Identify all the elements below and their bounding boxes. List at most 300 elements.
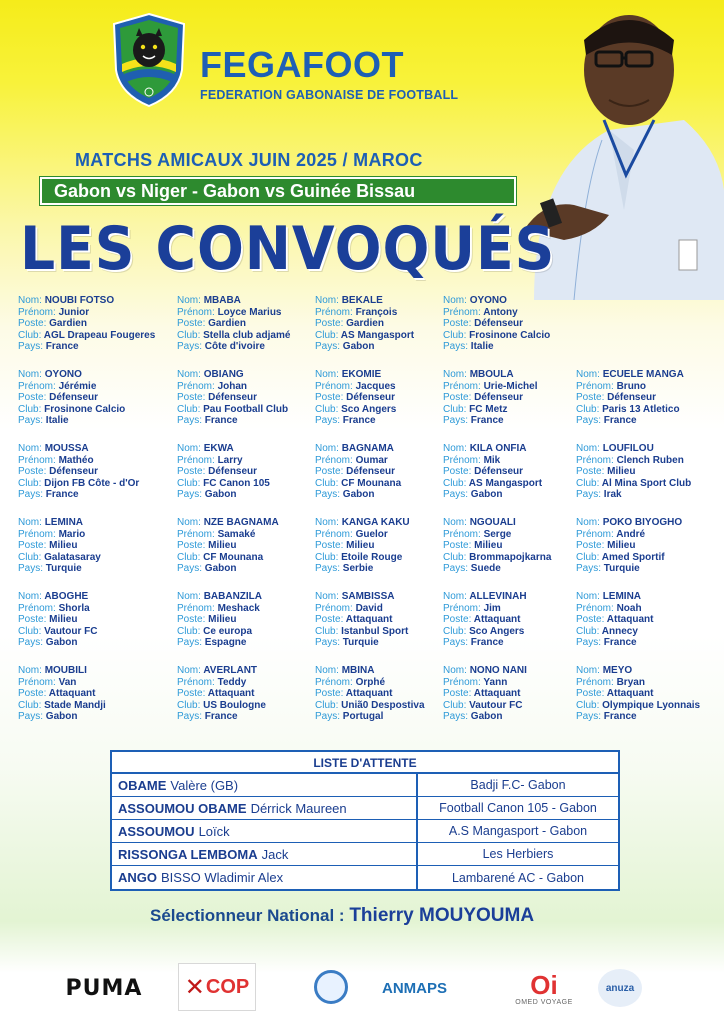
player-pays-row — [315, 415, 396, 427]
player-prenom-row — [315, 381, 396, 393]
player-prenom-value: Teddy — [217, 676, 247, 688]
player-club-value: Etoile Rouge — [341, 551, 403, 563]
player-card — [177, 591, 262, 649]
player-card — [18, 369, 125, 427]
player-card — [315, 517, 410, 575]
player-nom-label: Nom: — [18, 591, 42, 602]
player-prenom-value: Clench Ruben — [616, 454, 684, 466]
player-prenom-label: Prénom: — [18, 454, 56, 466]
player-prenom-row — [18, 307, 155, 319]
player-card — [315, 443, 401, 501]
player-prenom-value: Urie-Michel — [483, 380, 538, 392]
player-club-value: Dijon FB Côte - d'Or — [44, 477, 140, 489]
player-card — [18, 665, 106, 723]
player-poste-value: Défenseur — [49, 392, 99, 403]
player-nom-value: POKO BIYOGHO — [602, 517, 683, 528]
player-prenom-value: David — [355, 602, 383, 614]
player-club-row — [177, 330, 290, 342]
player-pays-value: Italie — [45, 415, 69, 426]
waiting-player-lastname: ANGO — [118, 870, 157, 885]
player-poste-row — [177, 466, 270, 478]
player-club-label: Club: — [576, 699, 600, 711]
player-club-label: Club: — [177, 403, 201, 415]
player-club-value: Pau Football Club — [203, 403, 289, 415]
player-pays-label: Pays: — [18, 341, 44, 352]
player-pays-row — [576, 489, 691, 501]
player-poste-value: Gardien — [208, 318, 246, 329]
omed-logo-text: OMED VOYAGE — [515, 998, 573, 1006]
player-card — [18, 517, 101, 575]
player-poste-row — [18, 614, 97, 626]
player-poste-row — [315, 614, 408, 626]
player-card — [443, 591, 527, 649]
player-pays-label: Pays: — [443, 341, 469, 352]
player-nom-row — [177, 517, 279, 529]
player-nom-label: Nom: — [18, 443, 42, 454]
player-club-label: Club: — [177, 329, 201, 341]
player-nom-row — [18, 369, 125, 381]
player-club-label: Club: — [177, 477, 201, 489]
player-nom-label: Nom: — [18, 665, 42, 676]
player-card — [443, 665, 527, 723]
player-nom-label: Nom: — [443, 517, 467, 528]
player-pays-label: Pays: — [18, 415, 44, 426]
player-nom-value: BABANZILA — [203, 591, 263, 602]
player-pays-label: Pays: — [18, 711, 44, 722]
player-pays-value: Turquie — [342, 637, 379, 648]
waiting-player-lastname: ASSOUMOU OBAME — [118, 800, 247, 816]
player-pays-label: Pays: — [443, 489, 469, 500]
waiting-player-firstname: BISSO Wladimir Alex — [161, 870, 284, 885]
player-pays-row — [18, 637, 97, 649]
player-pays-row — [443, 489, 542, 501]
player-prenom-row — [443, 529, 551, 541]
player-nom-value: NZE BAGNAMA — [203, 517, 279, 528]
player-nom-label: Nom: — [315, 665, 339, 676]
player-prenom-label: Prénom: — [315, 602, 353, 614]
waiting-player-firstname: Loïck — [198, 823, 230, 839]
player-nom-row — [18, 665, 106, 677]
player-card — [576, 443, 691, 501]
player-poste-value: Attaquant — [473, 688, 521, 699]
player-prenom-label: Prénom: — [177, 528, 215, 540]
player-prenom-label: Prénom: — [315, 676, 353, 688]
player-poste-label: Poste: — [443, 614, 472, 625]
player-nom-label: Nom: — [177, 517, 201, 528]
anuza-logo-text: anuza — [605, 982, 635, 994]
player-pays-label: Pays: — [443, 415, 469, 426]
anmaps-logo — [382, 965, 472, 1011]
player-nom-value: ECUELE MANGA — [602, 369, 684, 380]
waiting-player-club: Les Herbiers — [482, 847, 554, 861]
player-nom-value: NONO NANI — [469, 665, 527, 676]
player-poste-value: Défenseur — [208, 466, 258, 477]
player-prenom-row — [315, 529, 410, 541]
player-card — [576, 369, 684, 427]
player-poste-value: Attaquant — [606, 688, 654, 699]
player-prenom-row — [315, 307, 414, 319]
player-poste-value: Milieu — [607, 540, 636, 551]
player-club-row — [177, 700, 266, 712]
player-club-value: Istanbul Sport — [341, 625, 409, 637]
player-prenom-label: Prénom: — [177, 454, 215, 466]
player-pays-value: Gabon — [470, 489, 503, 500]
player-poste-value: Défenseur — [346, 392, 396, 403]
player-poste-value: Milieu — [49, 614, 78, 625]
player-nom-value: MOUBILI — [44, 665, 87, 676]
player-poste-label: Poste: — [315, 466, 344, 477]
player-nom-label: Nom: — [18, 295, 42, 306]
player-club-label: Club: — [443, 403, 467, 415]
player-club-value: US Boulogne — [203, 699, 266, 711]
player-poste-label: Poste: — [315, 540, 344, 551]
player-poste-row — [576, 688, 700, 700]
player-nom-value: OYONO — [44, 369, 82, 380]
player-pays-label: Pays: — [315, 711, 341, 722]
player-club-row — [315, 700, 425, 712]
player-club-value: Ce europa — [203, 625, 253, 637]
player-pays-value: Gabon — [470, 711, 503, 722]
player-card — [443, 369, 537, 427]
player-prenom-label: Prénom: — [18, 676, 56, 688]
player-club-value: Galatasaray — [44, 551, 101, 563]
player-pays-row — [177, 563, 279, 575]
player-prenom-value: Mario — [58, 528, 86, 540]
player-poste-row — [443, 318, 550, 330]
puma-logo — [66, 973, 142, 1003]
player-pays-label: Pays: — [18, 563, 44, 574]
player-poste-value: Gardien — [49, 318, 87, 329]
cop-logo — [178, 963, 256, 1011]
player-pays-value: Turquie — [45, 563, 82, 574]
player-pays-value: Serbie — [342, 563, 374, 574]
waiting-player-club: Badji F.C- Gabon — [470, 778, 566, 792]
player-nom-label: Nom: — [177, 295, 201, 306]
player-prenom-value: Jacques — [355, 380, 396, 392]
player-nom-label: Nom: — [177, 443, 201, 454]
player-pays-row — [576, 637, 653, 649]
player-prenom-value: Loyce Marius — [217, 306, 282, 318]
player-club-row — [576, 700, 700, 712]
player-prenom-row — [177, 677, 266, 689]
player-card — [443, 295, 550, 353]
player-nom-row — [315, 443, 401, 455]
player-pays-row — [443, 563, 551, 575]
player-club-value: Annecy — [601, 625, 638, 637]
player-club-label: Club: — [576, 551, 600, 563]
player-pays-value: Gabon — [204, 489, 237, 500]
player-nom-row — [443, 369, 537, 381]
event-title: MATCHS AMICAUX JUIN 2025 / MAROC — [75, 150, 423, 170]
player-club-label: Club: — [18, 403, 42, 415]
player-prenom-label: Prénom: — [315, 380, 353, 392]
player-poste-label: Poste: — [177, 614, 206, 625]
player-club-label: Club: — [315, 699, 339, 711]
player-club-label: Club: — [315, 329, 339, 341]
player-club-row — [315, 478, 401, 490]
player-pays-label: Pays: — [315, 563, 341, 574]
player-pays-row — [443, 711, 527, 723]
player-pays-label: Pays: — [315, 637, 341, 648]
player-pays-row — [315, 341, 414, 353]
player-pays-label: Pays: — [177, 711, 203, 722]
player-poste-label: Poste: — [18, 688, 47, 699]
player-pays-label: Pays: — [576, 563, 602, 574]
player-poste-value: Milieu — [208, 540, 237, 551]
omed-voyage-logo — [508, 961, 580, 1015]
player-prenom-value: Mathéo — [58, 454, 94, 466]
player-nom-label: Nom: — [443, 443, 467, 454]
player-club-label: Club: — [18, 551, 42, 563]
player-poste-value: Défenseur — [474, 318, 524, 329]
player-nom-row — [576, 369, 684, 381]
waiting-player-club: A.S Mangasport - Gabon — [448, 824, 588, 838]
player-pays-row — [177, 711, 266, 723]
player-pays-row — [315, 489, 401, 501]
player-nom-label: Nom: — [576, 443, 600, 454]
waiting-player-firstname: Jack — [261, 846, 289, 862]
player-nom-label: Nom: — [315, 443, 339, 454]
player-poste-row — [315, 466, 401, 478]
player-club-label: Club: — [18, 477, 42, 489]
player-poste-label: Poste: — [315, 614, 344, 625]
org-title: FEGAFOOT — [200, 44, 404, 85]
player-nom-label: Nom: — [443, 295, 467, 306]
cop-x-icon: ✕ — [184, 973, 205, 1001]
player-pays-label: Pays: — [177, 563, 203, 574]
player-club-label: Club: — [315, 403, 339, 415]
player-pays-label: Pays: — [177, 489, 203, 500]
player-card — [177, 665, 266, 723]
player-poste-row — [177, 392, 288, 404]
player-pays-row — [177, 415, 288, 427]
player-prenom-row — [177, 455, 270, 467]
player-prenom-row — [443, 307, 550, 319]
player-poste-row — [576, 392, 684, 404]
player-nom-row — [576, 517, 682, 529]
player-club-value: Frosinone Calcio — [469, 329, 551, 341]
player-prenom-value: Serge — [483, 528, 512, 540]
player-prenom-row — [315, 677, 425, 689]
player-club-label: Club: — [18, 329, 42, 341]
org-subtitle: FEDERATION GABONAISE DE FOOTBALL — [200, 88, 459, 102]
player-poste-label: Poste: — [315, 392, 344, 403]
player-card — [18, 591, 97, 649]
player-prenom-label: Prénom: — [18, 306, 56, 318]
player-pays-label: Pays: — [177, 341, 203, 352]
player-club-label: Club: — [443, 551, 467, 563]
player-club-value: Amed Sportif — [601, 551, 665, 563]
player-club-label: Club: — [443, 477, 467, 489]
player-nom-value: BEKALE — [341, 295, 383, 306]
player-nom-row — [177, 591, 262, 603]
player-pays-label: Pays: — [576, 637, 602, 648]
player-pays-value: Côte d'ivoire — [204, 341, 265, 352]
player-pays-label: Pays: — [576, 415, 602, 426]
player-club-label: Club: — [315, 551, 339, 563]
player-prenom-row — [576, 677, 700, 689]
player-pays-row — [315, 711, 425, 723]
player-club-row — [18, 626, 97, 638]
player-nom-row — [18, 295, 155, 307]
matches-text: Gabon vs Niger - Gabon vs Guinée Bissau — [54, 180, 416, 201]
player-prenom-label: Prénom: — [443, 676, 481, 688]
player-nom-label: Nom: — [18, 369, 42, 380]
player-poste-label: Poste: — [315, 688, 344, 699]
player-pays-value: Suede — [470, 563, 501, 574]
player-poste-row — [18, 466, 139, 478]
player-poste-row — [18, 540, 101, 552]
player-poste-label: Poste: — [177, 688, 206, 699]
player-prenom-value: Junior — [58, 306, 90, 318]
player-poste-row — [177, 540, 279, 552]
player-poste-row — [18, 392, 125, 404]
player-nom-row — [315, 517, 410, 529]
player-nom-label: Nom: — [443, 665, 467, 676]
player-club-value: FC Canon 105 — [203, 477, 270, 489]
player-poste-row — [443, 466, 542, 478]
player-poste-row — [315, 540, 410, 552]
player-card — [315, 591, 408, 649]
seal-ring-icon — [314, 970, 348, 1004]
player-poste-row — [576, 614, 653, 626]
player-nom-label: Nom: — [315, 369, 339, 380]
player-pays-row — [576, 415, 684, 427]
player-club-label: Club: — [443, 699, 467, 711]
player-club-label: Club: — [315, 625, 339, 637]
player-pays-row — [18, 711, 106, 723]
player-prenom-value: François — [355, 306, 398, 318]
player-nom-label: Nom: — [315, 591, 339, 602]
player-nom-value: ALLEVINAH — [469, 591, 527, 602]
player-poste-value: Attaquant — [48, 688, 96, 699]
player-club-label: Club: — [177, 699, 201, 711]
player-pays-value: Gabon — [45, 711, 78, 722]
player-nom-row — [443, 443, 542, 455]
waiting-player-name — [112, 797, 418, 819]
player-prenom-row — [18, 529, 101, 541]
waiting-player-name — [112, 774, 418, 796]
player-poste-label: Poste: — [443, 540, 472, 551]
player-prenom-label: Prénom: — [576, 380, 614, 392]
player-poste-value: Défenseur — [49, 466, 99, 477]
player-nom-row — [177, 295, 290, 307]
player-poste-value: Défenseur — [474, 466, 524, 477]
player-nom-value: MBABA — [203, 295, 241, 306]
head-coach-line — [150, 905, 534, 927]
player-poste-label: Poste: — [18, 318, 47, 329]
player-poste-value: Milieu — [607, 466, 636, 477]
player-prenom-value: Noah — [616, 602, 642, 614]
player-nom-row — [315, 369, 396, 381]
player-prenom-row — [18, 677, 106, 689]
player-pays-row — [315, 563, 410, 575]
player-card — [315, 369, 396, 427]
player-pays-row — [443, 415, 537, 427]
player-prenom-value: Mik — [483, 454, 501, 466]
player-pays-row — [177, 637, 262, 649]
player-poste-row — [177, 614, 262, 626]
player-nom-value: EKWA — [203, 443, 234, 454]
player-prenom-row — [576, 381, 684, 393]
player-poste-value: Attaquant — [473, 614, 521, 625]
player-poste-value: Milieu — [49, 540, 78, 551]
player-nom-row — [443, 665, 527, 677]
player-poste-value: Attaquant — [345, 688, 393, 699]
player-prenom-label: Prénom: — [177, 306, 215, 318]
player-prenom-label: Prénom: — [443, 602, 481, 614]
player-prenom-value: Samaké — [217, 528, 256, 540]
player-prenom-label: Prénom: — [315, 454, 353, 466]
player-poste-label: Poste: — [576, 466, 605, 477]
player-prenom-row — [315, 455, 401, 467]
player-poste-label: Poste: — [443, 688, 472, 699]
waiting-player-firstname: Dérrick Maureen — [250, 800, 347, 816]
player-prenom-value: André — [616, 528, 646, 540]
player-poste-row — [18, 318, 155, 330]
player-prenom-label: Prénom: — [315, 528, 353, 540]
player-pays-row — [576, 711, 700, 723]
waiting-player-name — [112, 843, 418, 865]
player-nom-value: LEMINA — [602, 591, 642, 602]
player-club-value: Vautour FC — [469, 699, 523, 711]
player-club-row — [443, 404, 537, 416]
waiting-list-title: LISTE D'ATTENTE — [112, 752, 618, 774]
player-poste-label: Poste: — [18, 614, 47, 625]
player-pays-value: Espagne — [204, 637, 247, 648]
player-pays-value: France — [603, 415, 637, 426]
player-nom-value: ABOGHE — [44, 591, 89, 602]
player-pays-value: Portugal — [342, 711, 384, 722]
player-card — [576, 517, 682, 575]
player-pays-row — [177, 341, 290, 353]
committee-seal-logo — [296, 961, 366, 1015]
player-poste-row — [315, 392, 396, 404]
player-pays-value: France — [603, 637, 637, 648]
player-prenom-label: Prénom: — [443, 380, 481, 392]
player-nom-value: KANGA KAKU — [341, 517, 410, 528]
player-club-value: FC Metz — [469, 403, 508, 415]
player-card — [177, 517, 279, 575]
player-club-label: Club: — [18, 699, 42, 711]
player-pays-value: Gabon — [342, 489, 375, 500]
player-club-value: CF Mounana — [203, 551, 264, 563]
player-nom-row — [576, 591, 653, 603]
player-poste-label: Poste: — [576, 392, 605, 403]
player-club-row — [18, 478, 139, 490]
head-coach-label: Sélectionneur National : — [150, 906, 345, 925]
player-pays-label: Pays: — [443, 637, 469, 648]
player-nom-label: Nom: — [177, 665, 201, 676]
player-club-row — [315, 330, 414, 342]
player-poste-value: Défenseur — [208, 392, 258, 403]
player-pays-label: Pays: — [315, 415, 341, 426]
player-nom-row — [177, 443, 270, 455]
player-nom-value: KILA ONFIA — [469, 443, 527, 454]
player-poste-value: Milieu — [346, 540, 375, 551]
player-nom-label: Nom: — [576, 517, 600, 528]
anuza-logo — [598, 969, 642, 1007]
player-prenom-row — [443, 677, 527, 689]
player-prenom-row — [177, 307, 290, 319]
player-pays-label: Pays: — [315, 489, 341, 500]
player-club-row — [177, 478, 270, 490]
player-pays-row — [576, 563, 682, 575]
player-nom-value: BAGNAMA — [341, 443, 394, 454]
player-nom-value: OBIANG — [203, 369, 244, 380]
player-poste-row — [443, 540, 551, 552]
player-club-value: Stade Mandji — [44, 699, 106, 711]
